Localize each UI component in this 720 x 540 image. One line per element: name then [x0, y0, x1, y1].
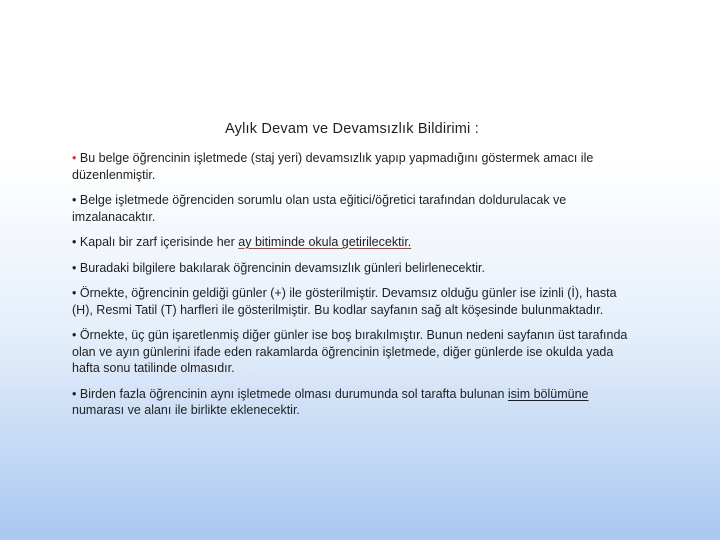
list-item [72, 192, 630, 225]
bullet-icon: • [72, 235, 77, 249]
bullet-text: numarası ve alanı ile birlikte eklenecektir. [72, 403, 300, 417]
list-item [72, 234, 630, 251]
underlined-phrase: ay bitiminde okula getirilecektir. [238, 235, 412, 249]
bullet-text: Örnekte, üç gün işaretlenmiş diğer günler ise boş bırakılmıştır. Bunun nedeni sayfanın üst tarafında olan ve ayın günlerini ifade eden rakamlarda öğrencinin işletmede, diğer günlerde ise okulda yada hafta sonu tatilinde olmasıdır. [72, 328, 628, 375]
list-item [72, 260, 630, 277]
bullet-icon: • [72, 151, 77, 165]
underlined-phrase: isim bölümüne [507, 386, 589, 401]
bullet-list [72, 150, 630, 428]
bullet-icon: • [72, 260, 77, 275]
bullet-text: Kapalı bir zarf içerisinde her [76, 235, 239, 249]
list-item [72, 285, 630, 318]
list-item [72, 150, 630, 183]
bullet-text: Buradaki bilgilere bakılarak öğrencinin devamsızlık günleri belirlenecektir. [76, 260, 485, 275]
slide-title-text: Aylık Devam ve Devamsızlık Bildirimi : [225, 121, 479, 137]
bullet-icon: • [72, 328, 77, 342]
bullet-text: Bu belge öğrencinin işletmede (staj yeri) devamsızlık yapıp yapmadığını göstermek amacı ile düzenlenmiştir. [72, 151, 594, 182]
list-item [72, 327, 630, 377]
list-item [72, 386, 630, 419]
bullet-icon: • [72, 286, 77, 300]
bullet-text: Örnekte, öğrencinin geldiği günler (+) ile gösterilmiştir. Devamsız olduğu günler ise izinli (İ), hasta (H), Resmi Tatil (T) harfleri ile gösterilmiştir. Bu kodlar sayfanın sağ alt köşesinde bulunmaktadır. [72, 286, 617, 317]
bullet-text: Birden fazla öğrencinin aynı işletmede olması durumunda sol tarafta bulunan [76, 386, 508, 401]
bullet-icon: • [72, 386, 77, 401]
bullet-icon: • [72, 193, 77, 207]
bullet-text: Belge işletmede öğrenciden sorumlu olan usta eğitici/öğretici tarafından doldurulacak ve imzalanacaktır. [72, 193, 567, 224]
slide-title [0, 121, 720, 137]
